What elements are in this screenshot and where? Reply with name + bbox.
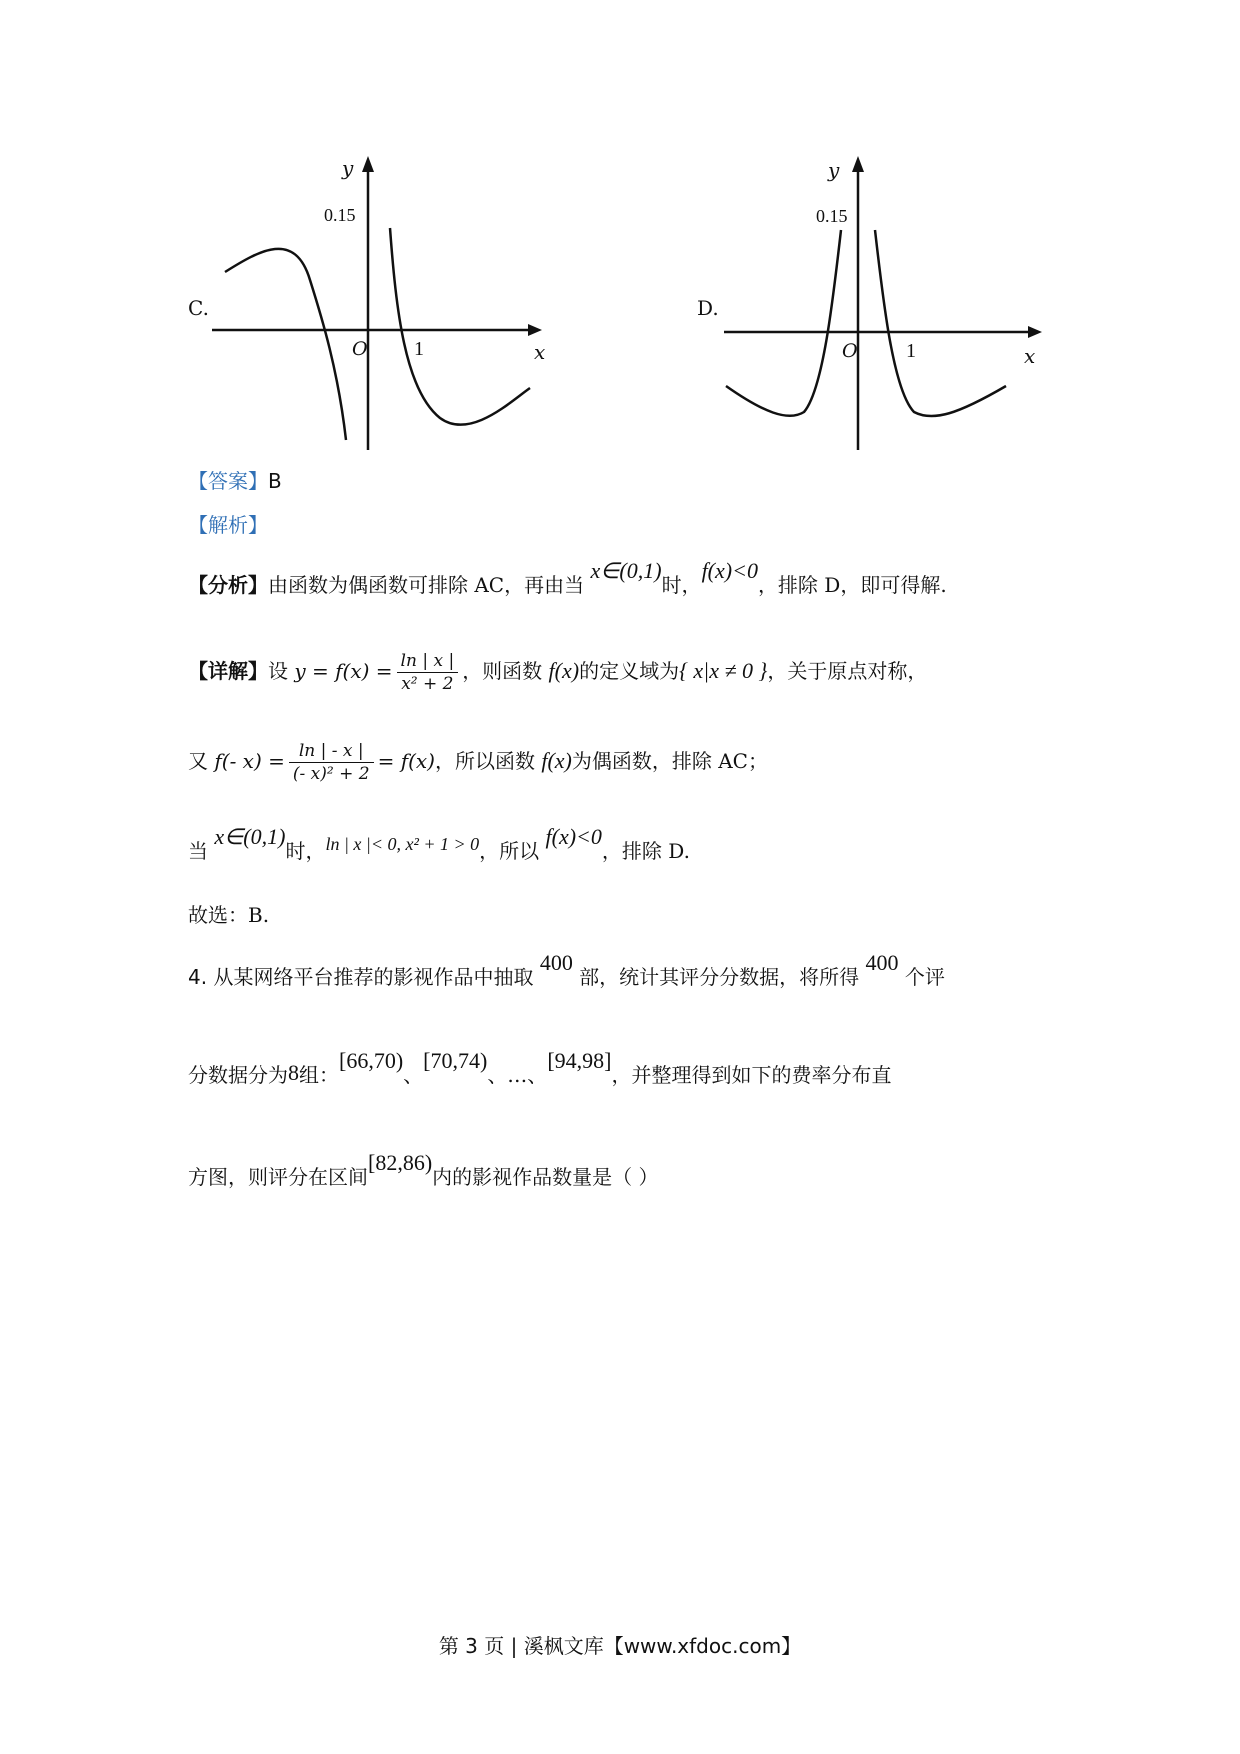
- question4-text-2: 部，统计其评分分数据，将所得: [572, 965, 866, 989]
- option-d-origin: O: [842, 340, 858, 362]
- question4-text-1: 从某网络平台推荐的影视作品中抽取: [207, 965, 540, 989]
- xiangjie-denominator: x² + 2: [401, 674, 454, 694]
- answer-tag: 【答案】: [188, 469, 268, 493]
- option-c-label: C.: [188, 296, 209, 320]
- question4-interval-1: [66,70): [339, 1048, 404, 1073]
- xiangjie-text-2: ，则函数: [462, 659, 549, 683]
- answer-line: [188, 466, 282, 496]
- question4-number: 4.: [188, 965, 208, 989]
- xiangjie-math-1: y = f(x) =: [294, 659, 393, 683]
- question4-line-3: [188, 1150, 659, 1192]
- fenxi-line: [188, 558, 947, 600]
- dang-math-3: f(x)<0: [545, 824, 602, 849]
- option-d-tick-x: 1: [906, 340, 916, 362]
- dang-text-2: 时，: [285, 839, 326, 863]
- question4-interval-3: [94,98]: [547, 1048, 612, 1073]
- you-denominator: (- x)² + 2: [292, 764, 370, 784]
- option-d-y-label: y: [828, 158, 840, 182]
- option-c-graph: [200, 150, 560, 450]
- question4-text-5: 组：: [299, 1063, 339, 1087]
- dang-line: [188, 824, 690, 867]
- question4-text-6: ，并整理得到如下的费率分布直: [611, 1063, 892, 1087]
- answer-value: B: [268, 469, 282, 493]
- option-c-origin: O: [352, 338, 368, 360]
- question4-text-4: 分数据分为: [188, 1063, 288, 1087]
- xiangjie-tag: 【详解】: [188, 659, 268, 683]
- analysis-heading: 【解析】: [188, 513, 268, 537]
- option-c-x-label: x: [534, 340, 546, 364]
- option-d-graph: [718, 150, 1078, 450]
- fenxi-math-1: x∈(0,1): [590, 558, 662, 583]
- question4-text-3: 个评: [898, 965, 945, 989]
- xiangjie-math-3: { x|x ≠ 0 }: [679, 658, 768, 683]
- option-d-label: D.: [697, 296, 719, 320]
- question4-count-2: 400: [865, 950, 899, 975]
- xiangjie-numerator: ln | x |: [397, 650, 459, 673]
- dang-math-1: x∈(0,1): [214, 824, 286, 849]
- fenxi-text-2: 时，: [661, 573, 702, 597]
- question4-sep-1: 、: [403, 1063, 424, 1087]
- page-footer: 第 3 页 | 溪枫文库【www.xfdoc.com】: [438, 1634, 802, 1658]
- you-math-3: f(x): [541, 748, 572, 773]
- option-d-tick-y: 0.15: [816, 206, 848, 226]
- xiangjie-text-1: 设: [268, 659, 295, 683]
- you-line: [188, 740, 768, 785]
- option-c-y-label: y: [342, 156, 354, 180]
- dang-text-3: ，所以: [479, 839, 546, 863]
- question4-line-2: [188, 1048, 892, 1090]
- question4-text-8: 内的影视作品数量是（ ）: [432, 1165, 659, 1189]
- xiangjie-text-3: 的定义域为: [579, 659, 680, 683]
- you-math-1: f(- x) =: [214, 749, 285, 773]
- question4-sep-2: 、…、: [487, 1063, 548, 1087]
- option-c-tick-x: 1: [414, 338, 424, 360]
- dang-text-4: ，排除 D.: [601, 839, 690, 863]
- question4-text-7: 方图，则评分在区间: [188, 1165, 368, 1189]
- xiangjie-line: [188, 650, 927, 695]
- you-text-3: 为偶函数，排除 AC；: [571, 749, 768, 773]
- question4-group-count: 8: [288, 1060, 299, 1085]
- conclusion: 故选：B.: [188, 903, 270, 927]
- you-text-2: ，所以函数: [434, 749, 542, 773]
- you-math-2: = f(x): [377, 749, 435, 773]
- fenxi-math-2: f(x)<0: [701, 558, 758, 583]
- question4-interval-4: [82,86): [368, 1150, 433, 1175]
- you-text-1: 又: [188, 749, 215, 773]
- xiangjie-math-2: f(x): [548, 658, 580, 683]
- xiangjie-text-4: ，关于原点对称，: [767, 659, 928, 683]
- fenxi-text-1: 由函数为偶函数可排除 AC，再由当: [268, 573, 591, 597]
- question4-line-1: [188, 950, 945, 992]
- fenxi-tag: 【分析】: [188, 573, 268, 597]
- dang-text-1: 当: [188, 839, 215, 863]
- option-c-tick-y: 0.15: [324, 205, 356, 225]
- question4-interval-2: [70,74): [423, 1048, 488, 1073]
- xiangjie-fraction: [397, 650, 459, 695]
- you-fraction: [289, 740, 374, 785]
- question4-count-1: 400: [539, 950, 573, 975]
- dang-math-2: ln | x |< 0, x² + 1 > 0: [325, 834, 480, 854]
- you-numerator: ln | - x |: [289, 740, 374, 763]
- fenxi-text-3: ，排除 D，即可得解.: [757, 573, 947, 597]
- option-d-x-label: x: [1024, 344, 1036, 368]
